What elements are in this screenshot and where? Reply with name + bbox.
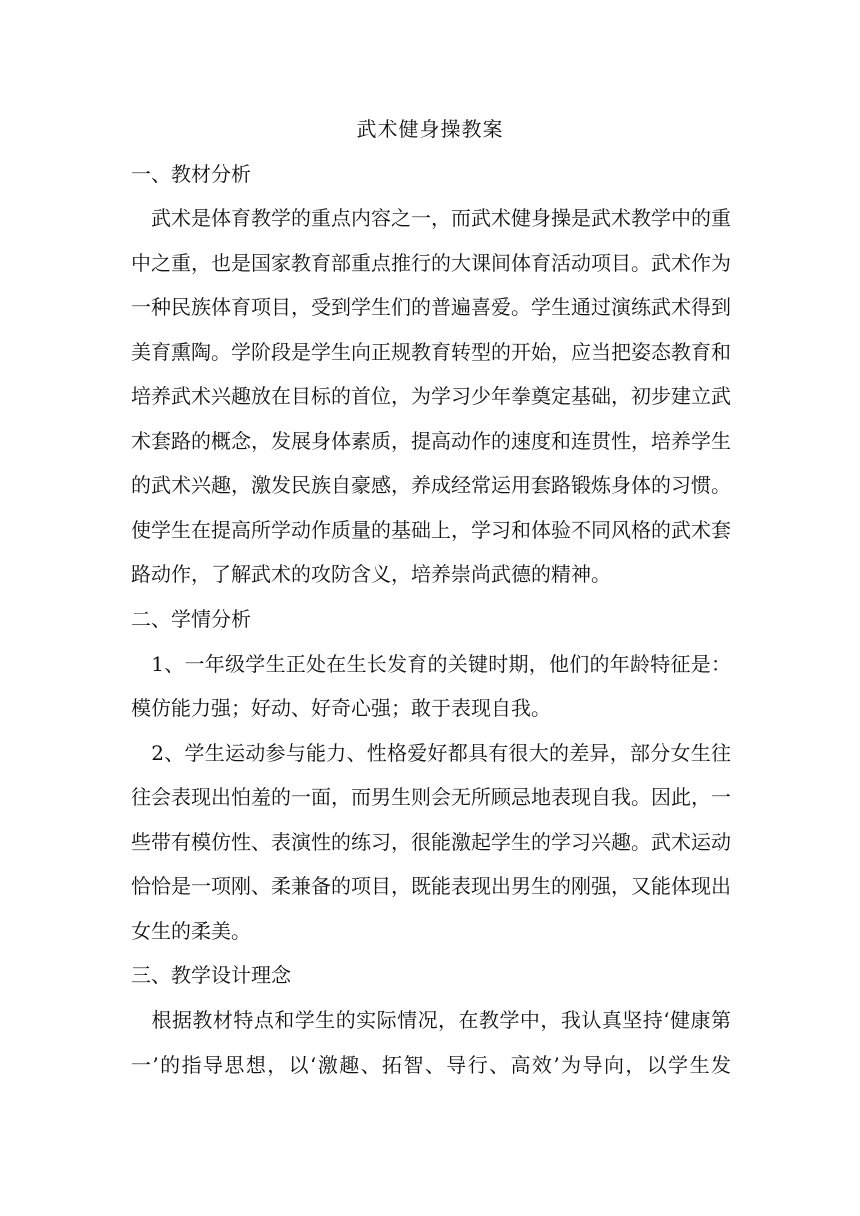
- paragraph-line: 1、一年级学生正处在生长发育的关键时期，他们的年龄特征是：: [131, 652, 731, 676]
- paragraph-line: 模仿能力强；好动、好奇心强；敢于表现自我。: [131, 696, 551, 720]
- paragraph-line: 使学生在提高所学动作质量的基础上，学习和体验不同风格的武术套: [131, 518, 731, 542]
- paragraph-line: 女生的柔美。: [131, 919, 251, 943]
- paragraph-line: 些带有模仿性、表演性的练习，很能激起学生的学习兴趣。武术运动: [131, 830, 731, 854]
- document-title: 武术健身操教案: [356, 117, 504, 141]
- paragraph-line: 恰恰是一项刚、柔兼备的项目，既能表现出男生的刚强，又能体现出: [131, 874, 731, 898]
- paragraph-line: 路动作，了解武术的攻防含义，培养崇尚武德的精神。: [131, 562, 611, 586]
- paragraph-line: 往会表现出怕羞的一面，而男生则会无所顾忌地表现自我。因此，一: [131, 785, 731, 809]
- paragraph-line: 培养武术兴趣放在目标的首位，为学习少年拳奠定基础，初步建立武: [131, 384, 731, 408]
- paragraph-line: 一’的指导思想，以‘激趣、拓智、导行、高效’为导向，以学生发: [131, 1053, 731, 1077]
- paragraph-line: 的武术兴趣，激发民族自豪感，养成经常运用套路锻炼身体的习惯。: [131, 473, 731, 497]
- section-heading-design: 三、教学设计理念: [131, 963, 291, 987]
- paragraph-line: 术套路的概念，发展身体素质，提高动作的速度和连贯性，培养学生: [131, 429, 731, 453]
- paragraph-line: 根据教材特点和学生的实际情况，在教学中，我认真坚持‘健康第: [131, 1008, 731, 1032]
- paragraph-line: 一种民族体育项目，受到学生们的普遍喜爱。学生通过演练武术得到: [131, 295, 731, 319]
- paragraph-line: 2、学生运动参与能力、性格爱好都具有很大的差异，部分女生往: [131, 741, 731, 765]
- paragraph-line: 中之重，也是国家教育部重点推行的大课间体育活动项目。武术作为: [131, 251, 731, 275]
- paragraph-line: 武术是体育教学的重点内容之一，而武术健身操是武术教学中的重: [131, 206, 731, 230]
- paragraph-line: 美育熏陶。学阶段是学生向正规教育转型的开始，应当把姿态教育和: [131, 340, 731, 364]
- section-heading-materials: 一、教材分析: [131, 162, 251, 186]
- section-heading-students: 二、学情分析: [131, 607, 251, 631]
